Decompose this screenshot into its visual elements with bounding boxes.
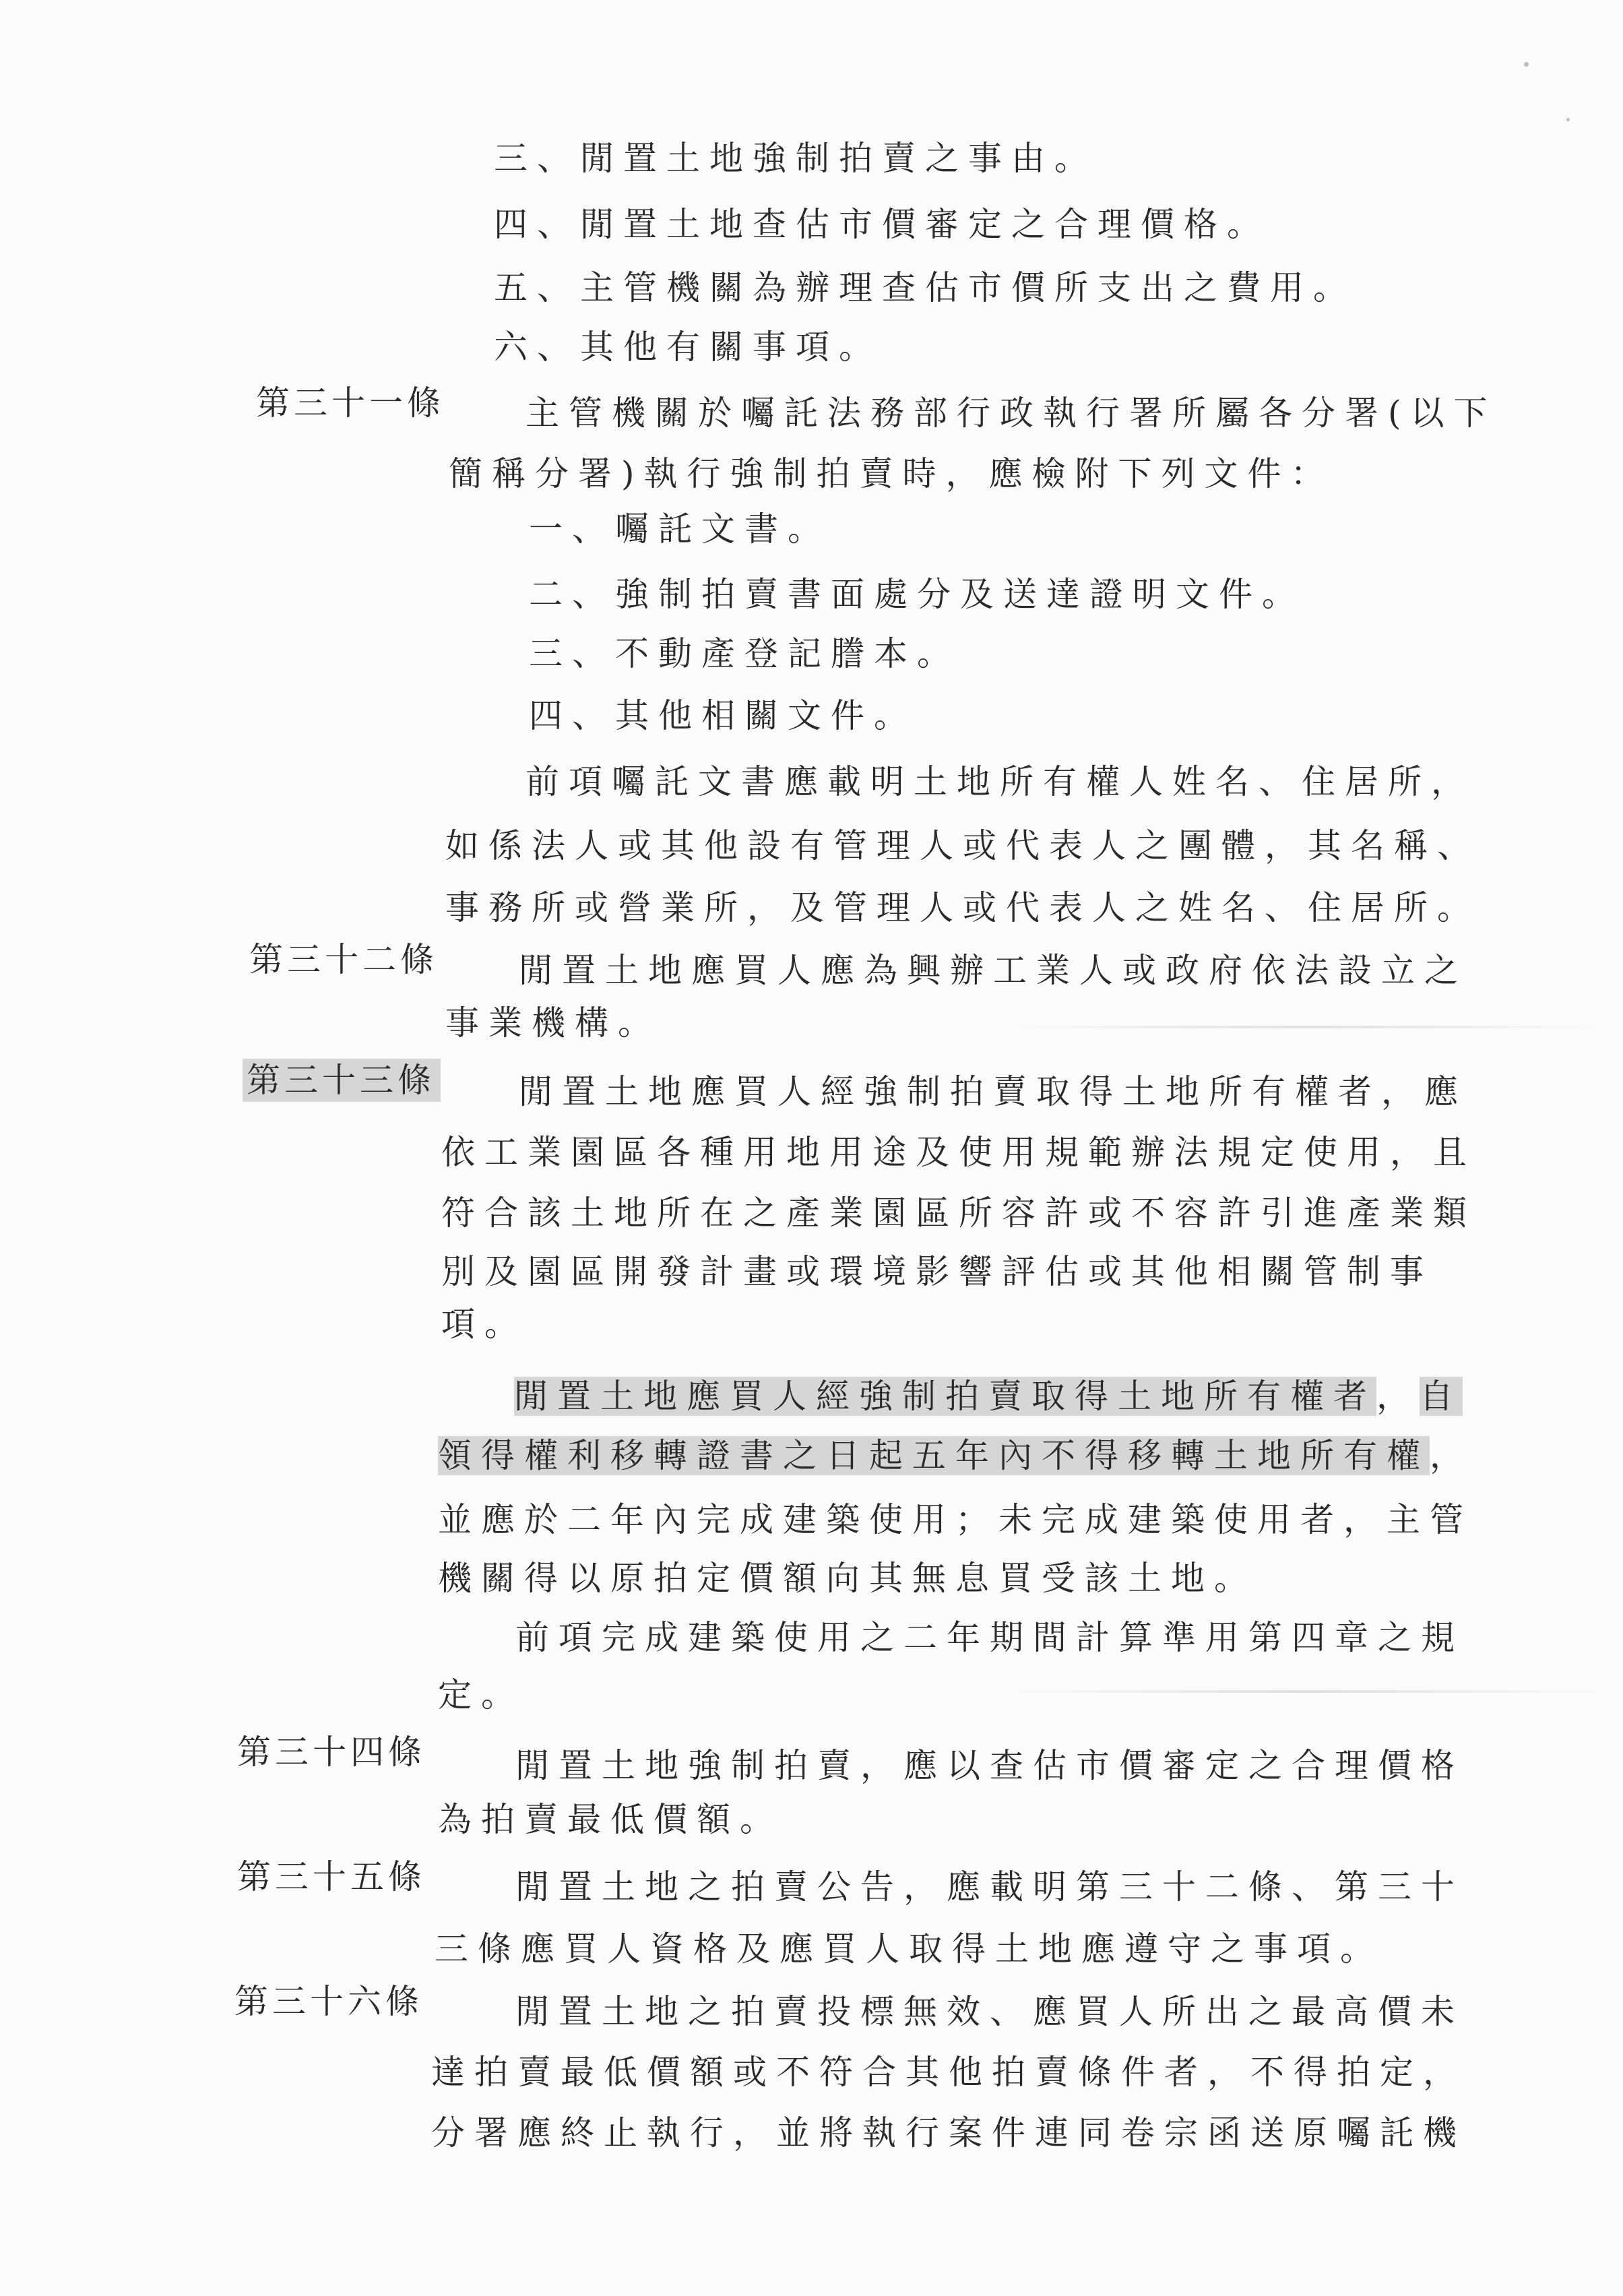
article-36-label: 第三十六條 [234,1982,423,2021]
article-31-item: 三、不動產登記謄本。 [529,634,960,673]
text: ， [1376,1377,1420,1416]
scan-speck [1524,62,1529,67]
text: ， [1430,1436,1473,1475]
article-31-item: 四、其他相關文件。 [529,696,917,735]
article-31-item: 二、強制拍賣書面處分及送達證明文件。 [529,575,1305,614]
article-33-para1: 別及園區開發計畫或環境影響評估或其他相關管制事 [441,1252,1433,1291]
article-33-para2: 機關得以原拍定價額向其無息買受該土地。 [438,1559,1257,1598]
article-31-item: 一、囑託文書。 [529,509,831,549]
article-31-line: 主管機關於囑託法務部行政執行署所屬各分署(以下 [526,394,1497,433]
article-36-line: 分署應終止執行，並將執行案件連同卷宗函送原囑託機 [431,2113,1466,2152]
article-31-para2: 前項囑託文書應載明土地所有權人姓名、住居所， [526,762,1474,801]
article-33-para1: 項。 [441,1305,528,1344]
article-32-label: 第三十二條 [249,940,438,979]
top-item: 六、其他有關事項。 [494,328,882,367]
article-33-para1: 依工業園區各種用地用途及使用規範辦法規定使用，且 [441,1133,1476,1172]
article-35-label: 第三十五條 [237,1857,426,1896]
article-33-para2: 並應於二年內完成建築使用；未完成建築使用者，主管 [438,1500,1473,1539]
article-33-para3: 前項完成建築使用之二年期間計算準用第四章之規 [515,1618,1464,1657]
article-34-line: 閒置土地強制拍賣，應以查估市價審定之合理價格 [515,1746,1464,1785]
article-33-para3: 定。 [438,1675,524,1714]
article-31-para2: 如係法人或其他設有管理人或代表人之團體，其名稱、 [445,826,1480,865]
article-32-line: 事業機構。 [445,1003,661,1043]
top-item: 五、主管機關為辦理查估市價所支出之費用。 [494,268,1356,307]
article-31-label: 第三十一條 [256,383,445,423]
article-33-label: 第三十三條 [243,1059,441,1102]
article-31-line: 簡稱分署)執行強制拍賣時，應檢附下列文件： [449,454,1334,493]
article-34-line: 為拍賣最低價額。 [438,1800,783,1839]
article-35-line: 閒置土地之拍賣公告，應載明第三十二條、第三十 [515,1867,1464,1906]
highlighted-text: 領得權利移轉證書之日起五年內不得移轉土地所有權 [438,1436,1430,1475]
article-33-para2 [438,1435,1473,1476]
highlighted-text: 自 [1420,1377,1463,1416]
article-34-label: 第三十四條 [237,1733,426,1772]
highlighted-text: 閒置土地應買人經強制拍賣取得土地所有權者 [514,1377,1376,1416]
article-32-line: 閒置土地應買人應為興辦工業人或政府依法設立之 [519,951,1467,990]
top-item: 三、閒置土地強制拍賣之事由。 [494,139,1097,178]
article-36-line: 達拍賣最低價額或不符合其他拍賣條件者，不得拍定， [431,2053,1466,2092]
article-31-para2: 事務所或營業所，及管理人或代表人之姓名、住居所。 [445,888,1480,927]
article-35-line: 三條應買人資格及應買人取得土地應遵守之事項。 [435,1929,1383,1968]
article-33-para2 [514,1376,1463,1417]
article-33-para1: 符合該土地所在之產業園區所容許或不容許引進產業類 [441,1193,1476,1233]
scan-speck [1566,118,1570,121]
article-36-line: 閒置土地之拍賣投標無效、應買人所出之最高價未 [515,1992,1464,2031]
scan-fold-line [1011,1026,1603,1028]
top-item: 四、閒置土地查估市價審定之合理價格。 [494,205,1270,244]
scan-fold-line [1011,1690,1603,1693]
article-33-para1: 閒置土地應買人經強制拍賣取得土地所有權者，應 [519,1072,1467,1111]
